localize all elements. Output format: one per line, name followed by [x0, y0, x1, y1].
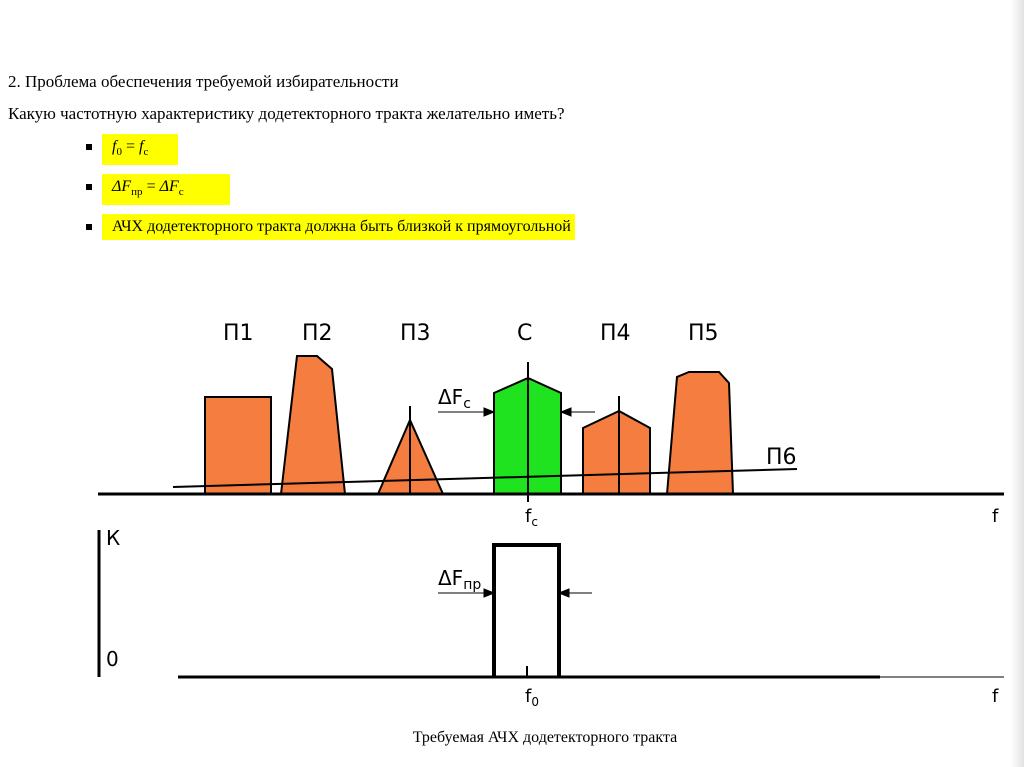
formula-var: ΔF [159, 178, 179, 195]
label-p2: П2 [302, 321, 333, 346]
label-f0: $f_0$ [525, 686, 539, 709]
formula-var: ΔF [112, 178, 132, 195]
label-axis-f-top: f [992, 506, 999, 527]
label-fc: $f_c$ [525, 506, 538, 529]
label-p6: П6 [766, 445, 797, 470]
label-p3: П3 [400, 321, 431, 346]
label-delta-fc: $\Delta F_c$ [438, 385, 471, 412]
formula-sub: 0 [116, 146, 122, 159]
label-delta-fpr: $\Delta F_{пр}$ [438, 566, 482, 593]
slide-heading: 2. Проблема обеспечения требуемой избирательности [8, 72, 399, 91]
rectangular-response [494, 545, 559, 677]
formula-eq: = [146, 178, 156, 195]
formula-var: f [138, 138, 144, 155]
label-zero: 0 [106, 647, 119, 671]
formula-eq: = [125, 138, 135, 155]
formula-sub: c [143, 146, 149, 159]
formula-sub: пр [131, 186, 143, 199]
interference-p5 [667, 372, 733, 494]
slide-question: Какую частотную характеристику додетекторного тракта желательно иметь? [8, 104, 565, 123]
interference-p2 [281, 356, 345, 494]
interference-p1 [205, 397, 271, 494]
bullet-text-rectangular: АЧХ додетекторного тракта должна быть близкой к прямоугольной [102, 214, 575, 240]
label-p1: П1 [223, 321, 254, 346]
diagram-caption: Требуемая АЧХ додетекторного тракта [412, 729, 678, 746]
label-axis-f-bottom: f [992, 686, 999, 707]
interference-p4 [583, 411, 650, 494]
formula-var: f [112, 138, 117, 155]
label-k: К [106, 526, 121, 550]
arrowhead-icon [484, 408, 494, 416]
formula-sub: c [178, 186, 184, 199]
label-p5: П5 [688, 321, 719, 346]
label-c: С [517, 321, 533, 346]
delta-fpr-marker [438, 589, 592, 597]
frequency-response [99, 530, 1004, 677]
label-p4: П4 [600, 321, 631, 346]
arrowhead-icon [561, 408, 571, 416]
